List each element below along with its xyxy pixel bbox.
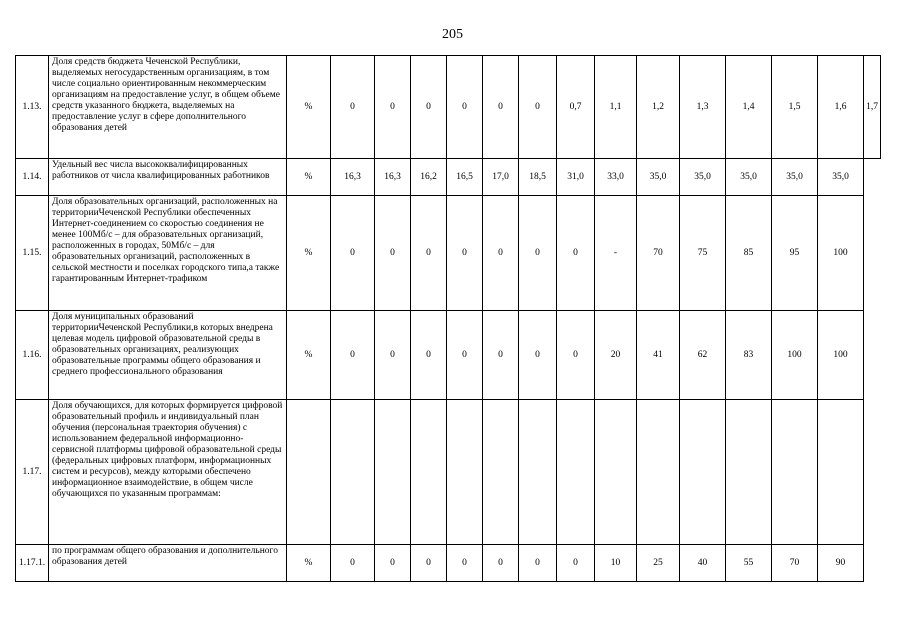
value-cell: 16,5 (447, 159, 483, 196)
value-cell: 100 (772, 311, 818, 400)
value-cell: 62 (680, 311, 726, 400)
table-row (16, 196, 881, 311)
table-row (16, 545, 881, 582)
value-cell: 0,7 (557, 56, 595, 159)
value-cell: 0 (411, 545, 447, 582)
value-cell: 0 (331, 56, 375, 159)
value-cell (411, 400, 447, 545)
value-cell: 16,3 (375, 159, 411, 196)
value-cell: 35,0 (772, 159, 818, 196)
unit-cell: % (287, 311, 331, 400)
value-cell (331, 400, 375, 545)
indicator-description: Доля образовательных организаций, расположенных на территорииЧеченской Республики обеспеченных Интернет-соединением со скоростью соединения не менее 100Мб/с – для образовательных организаций, расположенных в городах, 50Мб/с – для образовательных организаций, расположенных в сельской местности и поселках городского типа,а также гарантированным Интернет-трафиком (49, 196, 287, 311)
unit-cell: % (287, 545, 331, 582)
value-cell: 0 (557, 196, 595, 311)
value-cell: 70 (637, 196, 680, 311)
value-cell: 0 (557, 311, 595, 400)
value-cell: 0 (483, 545, 519, 582)
value-cell: 75 (680, 196, 726, 311)
value-cell: 1,7 (864, 56, 881, 159)
value-cell: 0 (375, 545, 411, 582)
value-cell: 25 (637, 545, 680, 582)
value-cell: 1,5 (772, 56, 818, 159)
value-cell (375, 400, 411, 545)
value-cell: 95 (772, 196, 818, 311)
indicator-description: Доля муниципальных образований территорииЧеченской Республики,в которых внедрена целевая модель цифровой образовательной среды в образовательных организациях, реализующих образовательные программы общего образования и среднего профессионального образования (49, 311, 287, 400)
row-number: 1.16. (16, 311, 49, 400)
value-cell: 0 (411, 311, 447, 400)
value-cell (637, 400, 680, 545)
value-cell: 0 (519, 56, 557, 159)
value-cell: 35,0 (637, 159, 680, 196)
value-cell: 0 (411, 56, 447, 159)
value-cell (447, 400, 483, 545)
table-row (16, 311, 881, 400)
value-cell: 0 (519, 196, 557, 311)
value-cell: 0 (375, 196, 411, 311)
unit-cell (287, 400, 331, 545)
value-cell (726, 400, 772, 545)
value-cell: 16,3 (331, 159, 375, 196)
value-cell: 85 (726, 196, 772, 311)
value-cell: 83 (726, 311, 772, 400)
unit-cell: % (287, 196, 331, 311)
value-cell: 0 (331, 196, 375, 311)
row-number: 1.14. (16, 159, 49, 196)
indicator-description: Удельный вес числа высококвалифицированных работников от числа квалифицированных работников (49, 159, 287, 196)
row-number: 1.17. (16, 400, 49, 545)
value-cell: 1,6 (818, 56, 864, 159)
page-number: 205 (442, 27, 463, 42)
value-cell: 40 (680, 545, 726, 582)
value-cell: 33,0 (595, 159, 637, 196)
table-row (16, 56, 881, 159)
value-cell: 0 (519, 311, 557, 400)
value-cell: 0 (447, 545, 483, 582)
unit-cell: % (287, 56, 331, 159)
value-cell: 35,0 (680, 159, 726, 196)
value-cell: 1,3 (680, 56, 726, 159)
value-cell: - (595, 196, 637, 311)
value-cell (595, 400, 637, 545)
value-cell: 1,1 (595, 56, 637, 159)
value-cell: 0 (375, 311, 411, 400)
value-cell: 0 (483, 311, 519, 400)
row-number: 1.15. (16, 196, 49, 311)
value-cell: 31,0 (557, 159, 595, 196)
value-cell (519, 400, 557, 545)
value-cell: 0 (483, 196, 519, 311)
value-cell (818, 400, 864, 545)
value-cell: 10 (595, 545, 637, 582)
value-cell (772, 400, 818, 545)
value-cell: 17,0 (483, 159, 519, 196)
value-cell: 0 (447, 311, 483, 400)
indicator-description: Доля обучающихся, для которых формируется цифровой образовательный профиль и индивидуальный план обучения (персональная траектория обучения) с использованием федеральной информационно-сервисной платформы цифровой образовательной среды (федеральных цифровых платформ, информационных систем и ресурсов), между которыми обеспечено информационное взаимодействие, в общем числе обучающихся по указанным программам: (49, 400, 287, 545)
indicators-table (15, 55, 881, 582)
value-cell: 35,0 (818, 159, 864, 196)
value-cell: 55 (726, 545, 772, 582)
value-cell: 0 (375, 56, 411, 159)
value-cell: 35,0 (726, 159, 772, 196)
row-number: 1.17.1. (16, 545, 49, 582)
value-cell: 1,4 (726, 56, 772, 159)
indicator-description: Доля средств бюджета Чеченской Республики, выделяемых негосударственным организациям, в том числе социально ориентированным некоммерческим организациям на предоставление услуг, в общем объеме средств указанного бюджета, выделяемых на предоставление услуг в сфере дополнительного образования детей (49, 56, 287, 159)
indicator-description: по программам общего образования и дополнительного образования детей (49, 545, 287, 582)
value-cell: 0 (483, 56, 519, 159)
value-cell: 20 (595, 311, 637, 400)
value-cell: 0 (331, 311, 375, 400)
unit-cell: % (287, 159, 331, 196)
row-number: 1.13. (16, 56, 49, 159)
value-cell: 0 (447, 56, 483, 159)
value-cell: 70 (772, 545, 818, 582)
value-cell: 0 (411, 196, 447, 311)
table-row (16, 400, 881, 545)
value-cell (680, 400, 726, 545)
value-cell: 0 (447, 196, 483, 311)
value-cell (483, 400, 519, 545)
value-cell: 1,2 (637, 56, 680, 159)
table-row (16, 159, 881, 196)
value-cell: 100 (818, 311, 864, 400)
value-cell (557, 400, 595, 545)
value-cell: 100 (818, 196, 864, 311)
value-cell: 18,5 (519, 159, 557, 196)
value-cell: 41 (637, 311, 680, 400)
value-cell: 16,2 (411, 159, 447, 196)
value-cell: 0 (519, 545, 557, 582)
value-cell: 0 (331, 545, 375, 582)
value-cell: 90 (818, 545, 864, 582)
value-cell: 0 (557, 545, 595, 582)
